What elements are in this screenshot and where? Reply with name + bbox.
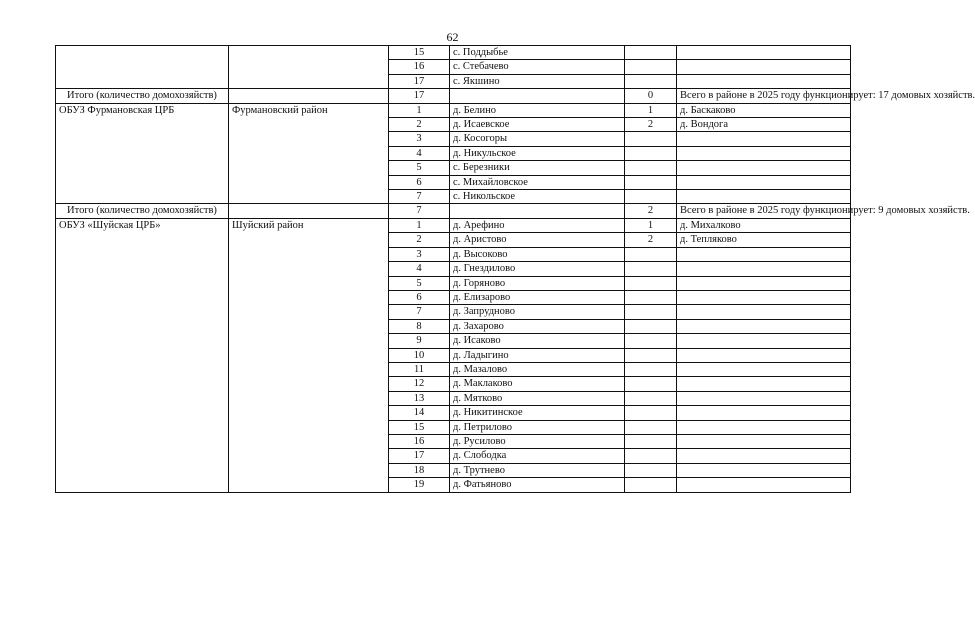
settlements-table-body	[56, 46, 975, 493]
second-settlement-cell	[677, 420, 851, 434]
row-number-cell: 2	[389, 233, 450, 247]
row-number-cell: 3	[389, 247, 450, 261]
page-number: 62	[446, 30, 459, 44]
second-settlement-cell	[677, 276, 851, 290]
settlement-name-cell: д. Исаково	[450, 334, 625, 348]
row-number-cell: 17	[389, 74, 450, 88]
second-settlement-cell	[677, 434, 851, 448]
settlement-name-cell: д. Белино	[450, 103, 625, 117]
settlement-name-cell: д. Гнездилово	[450, 262, 625, 276]
second-number-cell: 2	[625, 118, 677, 132]
second-number-cell	[625, 334, 677, 348]
settlement-name-cell: д. Трутнево	[450, 463, 625, 477]
second-number-cell	[625, 420, 677, 434]
total-note-cell: Всего в районе в 2025 году функционирует: 9 домовых хозяйств.	[677, 204, 851, 218]
settlement-name-cell: д. Никульское	[450, 146, 625, 160]
second-settlement-cell	[677, 348, 851, 362]
total-number-cell: 7	[389, 204, 450, 218]
second-number-cell: 2	[625, 233, 677, 247]
row-number-cell: 4	[389, 146, 450, 160]
row-number-cell: 16	[389, 60, 450, 74]
total-row	[56, 89, 851, 103]
settlement-name-cell: д. Слободка	[450, 449, 625, 463]
second-settlement-cell	[677, 146, 851, 160]
row-number-cell: 5	[389, 276, 450, 290]
row-number-cell: 6	[389, 290, 450, 304]
second-settlement-cell	[677, 290, 851, 304]
second-number-cell	[625, 478, 677, 492]
second-settlement-cell	[677, 334, 851, 348]
table-row	[56, 218, 851, 232]
row-number-cell: 1	[389, 103, 450, 117]
settlement-name-cell: с. Никольское	[450, 190, 625, 204]
settlement-name-cell: д. Мятково	[450, 391, 625, 405]
second-number-cell	[625, 319, 677, 333]
settlement-name-cell: д. Ладыгино	[450, 348, 625, 362]
second-number-cell: 1	[625, 218, 677, 232]
total-count-cell: 0	[625, 89, 677, 103]
second-number-cell	[625, 449, 677, 463]
second-number-cell	[625, 377, 677, 391]
row-number-cell: 10	[389, 348, 450, 362]
total-label-cell: Итого (количество домохозяйств)	[56, 204, 229, 218]
settlement-name-cell: д. Никитинское	[450, 406, 625, 420]
second-number-cell	[625, 276, 677, 290]
second-settlement-cell	[677, 478, 851, 492]
settlement-name-cell: с. Березники	[450, 161, 625, 175]
row-number-cell: 2	[389, 118, 450, 132]
second-number-cell	[625, 161, 677, 175]
second-number-cell	[625, 362, 677, 376]
row-number-cell: 4	[389, 262, 450, 276]
row-number-cell: 14	[389, 406, 450, 420]
total-count-cell: 2	[625, 204, 677, 218]
row-number-cell: 9	[389, 334, 450, 348]
second-number-cell	[625, 348, 677, 362]
organization-cell: ОБУЗ Фурмановская ЦРБ	[56, 103, 229, 204]
row-number-cell: 19	[389, 478, 450, 492]
row-number-cell: 3	[389, 132, 450, 146]
row-number-cell: 6	[389, 175, 450, 189]
settlement-name-cell: с. Стебачево	[450, 60, 625, 74]
settlement-name-cell: д. Русилово	[450, 434, 625, 448]
second-settlement-cell	[677, 319, 851, 333]
second-number-cell	[625, 175, 677, 189]
second-settlement-cell	[677, 262, 851, 276]
second-settlement-cell	[677, 247, 851, 261]
second-settlement-cell	[677, 60, 851, 74]
second-settlement-cell	[677, 305, 851, 319]
settlement-name-cell: с. Михайловское	[450, 175, 625, 189]
second-number-cell	[625, 305, 677, 319]
settlement-name-cell: д. Исаевское	[450, 118, 625, 132]
second-number-cell	[625, 60, 677, 74]
second-number-cell: 1	[625, 103, 677, 117]
row-number-cell: 12	[389, 377, 450, 391]
district-cell: Фурмановский район	[229, 103, 389, 204]
second-settlement-cell	[677, 463, 851, 477]
district-cell	[229, 46, 389, 89]
row-number-cell: 17	[389, 449, 450, 463]
settlements-table	[55, 45, 975, 493]
settlement-name-cell: д. Горяново	[450, 276, 625, 290]
row-number-cell: 5	[389, 161, 450, 175]
row-number-cell: 11	[389, 362, 450, 376]
settlement-name-cell: д. Аристово	[450, 233, 625, 247]
second-settlement-cell	[677, 175, 851, 189]
settlement-name-cell: д. Запрудново	[450, 305, 625, 319]
settlement-name-cell: д. Маклаково	[450, 377, 625, 391]
total-empty-cell	[229, 204, 389, 218]
second-number-cell	[625, 434, 677, 448]
total-row	[56, 204, 851, 218]
table-row	[56, 103, 851, 117]
second-number-cell	[625, 146, 677, 160]
total-empty-cell	[229, 89, 389, 103]
row-number-cell: 13	[389, 391, 450, 405]
row-number-cell: 18	[389, 463, 450, 477]
second-settlement-cell	[677, 74, 851, 88]
second-settlement-cell	[677, 190, 851, 204]
second-settlement-cell	[677, 46, 851, 60]
total-empty-cell	[450, 204, 625, 218]
second-settlement-cell	[677, 391, 851, 405]
second-settlement-cell: д. Тепляково	[677, 233, 851, 247]
second-number-cell	[625, 190, 677, 204]
settlement-name-cell: д. Фатьяново	[450, 478, 625, 492]
organization-cell: ОБУЗ «Шуйская ЦРБ»	[56, 218, 229, 492]
settlement-name-cell: с. Якшино	[450, 74, 625, 88]
second-settlement-cell: д. Вондога	[677, 118, 851, 132]
settlement-name-cell: д. Косогоры	[450, 132, 625, 146]
settlement-name-cell: д. Захарово	[450, 319, 625, 333]
settlement-name-cell: д. Петрилово	[450, 420, 625, 434]
second-number-cell	[625, 247, 677, 261]
row-number-cell: 8	[389, 319, 450, 333]
total-empty-cell	[450, 89, 625, 103]
settlement-name-cell: д. Елизарово	[450, 290, 625, 304]
second-settlement-cell: д. Михалково	[677, 218, 851, 232]
second-settlement-cell	[677, 406, 851, 420]
row-number-cell: 16	[389, 434, 450, 448]
second-settlement-cell	[677, 377, 851, 391]
settlement-name-cell: д. Мазалово	[450, 362, 625, 376]
row-number-cell: 15	[389, 420, 450, 434]
second-number-cell	[625, 132, 677, 146]
second-number-cell	[625, 46, 677, 60]
total-number-cell: 17	[389, 89, 450, 103]
second-settlement-cell: д. Баскаково	[677, 103, 851, 117]
settlement-name-cell: с. Поддыбье	[450, 46, 625, 60]
settlement-name-cell: д. Арефино	[450, 218, 625, 232]
organization-cell	[56, 46, 229, 89]
second-number-cell	[625, 391, 677, 405]
total-label-cell: Итого (количество домохозяйств)	[56, 89, 229, 103]
second-number-cell	[625, 290, 677, 304]
second-number-cell	[625, 262, 677, 276]
second-settlement-cell	[677, 449, 851, 463]
second-settlement-cell	[677, 362, 851, 376]
total-note-cell: Всего в районе в 2025 году функционирует: 17 домовых хозяйств.	[677, 89, 851, 103]
second-number-cell	[625, 463, 677, 477]
row-number-cell: 15	[389, 46, 450, 60]
second-number-cell	[625, 74, 677, 88]
second-settlement-cell	[677, 161, 851, 175]
second-number-cell	[625, 406, 677, 420]
district-cell: Шуйский район	[229, 218, 389, 492]
row-number-cell: 7	[389, 305, 450, 319]
row-number-cell: 1	[389, 218, 450, 232]
settlement-name-cell: д. Высоково	[450, 247, 625, 261]
table-row	[56, 46, 851, 60]
row-number-cell: 7	[389, 190, 450, 204]
second-settlement-cell	[677, 132, 851, 146]
